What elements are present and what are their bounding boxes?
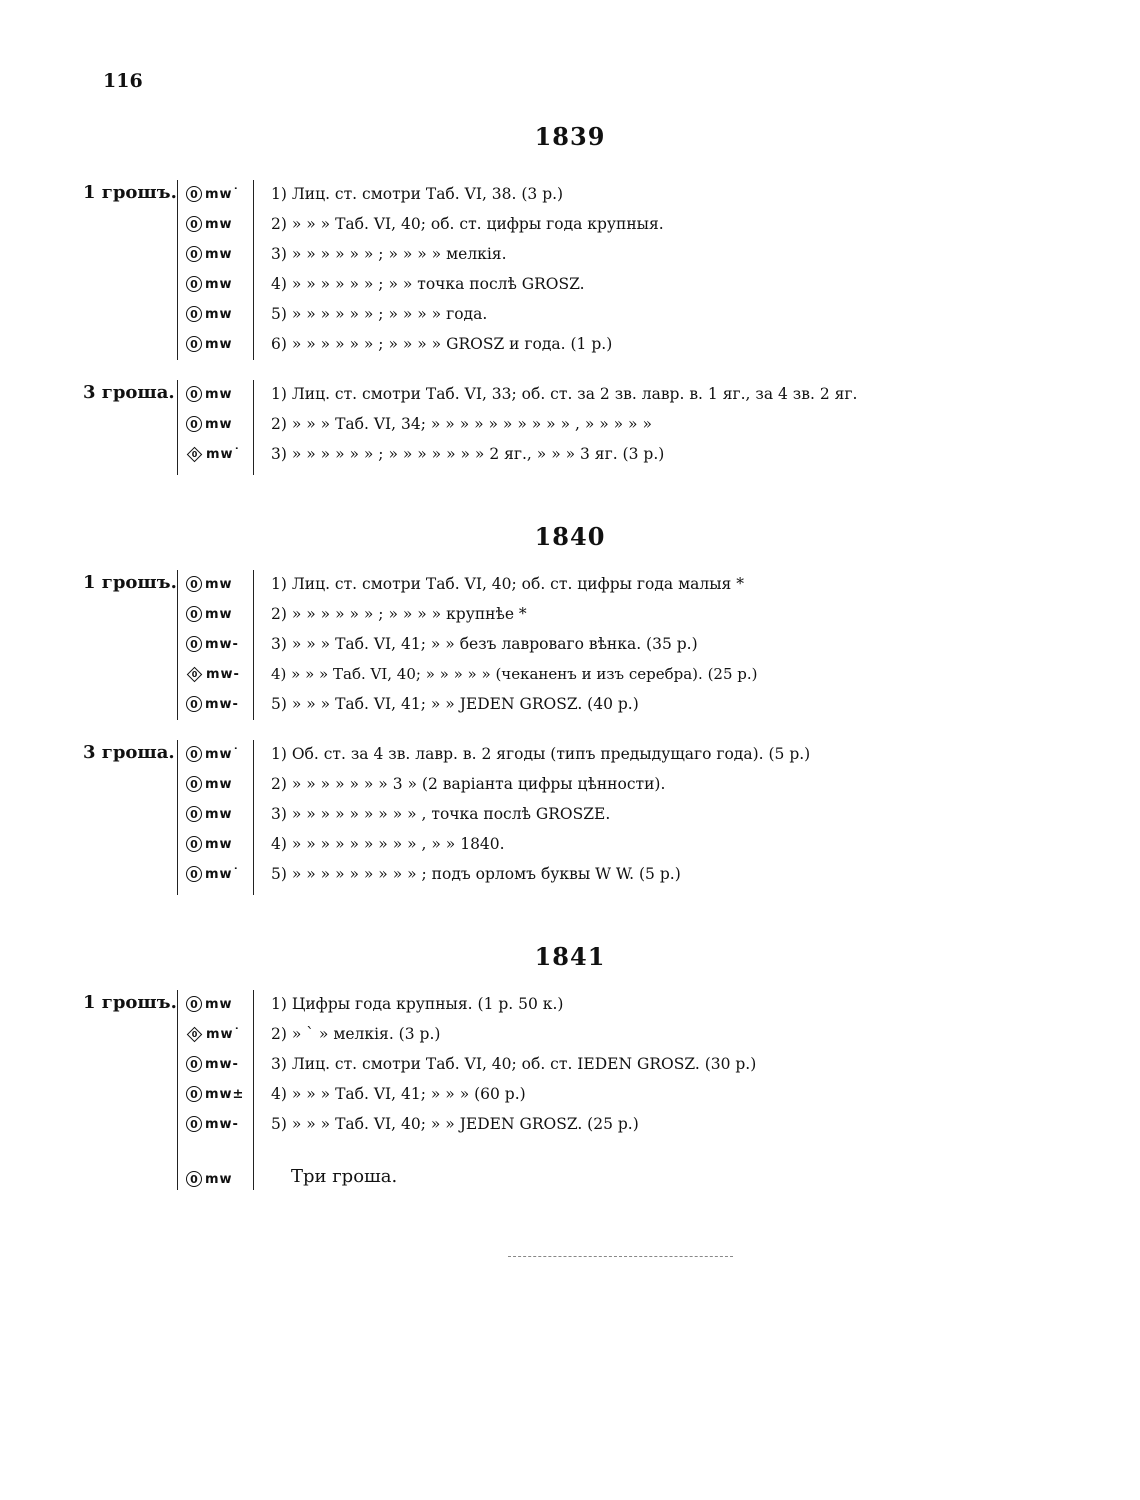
entry-line: 1) Цифры года крупныя. (1 р. 50 к.) [271, 995, 564, 1013]
mint-mark: 0 mw˙ [186, 183, 256, 205]
circle-o-icon: 0 [186, 866, 202, 882]
circle-o-icon: 0 [186, 306, 202, 322]
entry-line: 2) » ˋ » мелкія. (3 р.) [271, 1025, 441, 1043]
mint-mark: 0 mw [186, 333, 256, 355]
diamond-o-icon: 0 [186, 446, 203, 463]
denomination-1839-1: 1 грошъ. [83, 182, 177, 203]
circle-o-icon: 0 [186, 746, 202, 762]
circle-o-icon: 0 [186, 636, 202, 652]
entry-line: 3) » » » » » » ; » » » » мелкія. [271, 245, 507, 263]
mint-mark: 0 mw [186, 1168, 256, 1190]
entry-line: 2) » » » Таб. VI, 34; » » » » » » » » » » , » » » » » [271, 415, 652, 433]
page-number: 116 [103, 70, 143, 92]
mint-mark: 0 mw˙ [186, 443, 256, 465]
circle-o-icon: 0 [186, 186, 202, 202]
entry-line: 4) » » » Таб. VI, 40; » » » » » (чеканенъ и изъ серебра). (25 р.) [271, 665, 758, 683]
denomination-1840-1: 1 грошъ. [83, 572, 177, 593]
circle-o-icon: 0 [186, 1086, 202, 1102]
mint-mark: 0 mw- [186, 1113, 256, 1135]
entry-line: 5) » » » » » » ; » » » » года. [271, 305, 488, 323]
entry-line: 4) » » » Таб. VI, 41; » » » (60 р.) [271, 1085, 526, 1103]
entry-line: 2) » » » » » » ; » » » » крупнѣе * [271, 605, 527, 623]
divider [177, 380, 178, 475]
mint-mark: 0 mw [186, 303, 256, 325]
denomination-1839-3: 3 гроша. [83, 382, 175, 403]
divider [177, 180, 178, 360]
mint-mark: 0 mw- [186, 633, 256, 655]
mint-mark: 0 mw˙ [186, 863, 256, 885]
circle-o-icon: 0 [186, 216, 202, 232]
entry-line: 2) » » » » » » » 3 » (2 варіанта цифры цѣнности). [271, 775, 666, 793]
mint-mark: 0 mw- [186, 663, 256, 685]
mint-mark: 0 mw [186, 833, 256, 855]
entry-line: 4) » » » » » » ; » » точка послѣ GROSZ. [271, 275, 585, 293]
mint-mark: 0 mw [186, 803, 256, 825]
mint-mark: 0 mw± [186, 1083, 256, 1105]
divider [177, 570, 178, 720]
circle-o-icon: 0 [186, 696, 202, 712]
entry-line: Три гроша. [291, 1166, 398, 1187]
circle-o-icon: 0 [186, 776, 202, 792]
circle-o-icon: 0 [186, 1171, 202, 1187]
circle-o-icon: 0 [186, 836, 202, 852]
entry-line: 2) » » » Таб. VI, 40; об. ст. цифры года крупныя. [271, 215, 664, 233]
circle-o-icon: 0 [186, 416, 202, 432]
mint-mark: 0 mw˙ [186, 1023, 256, 1045]
year-heading-1839: 1839 [534, 122, 606, 151]
divider [177, 990, 178, 1190]
divider [177, 740, 178, 895]
circle-o-icon: 0 [186, 276, 202, 292]
mint-mark: 0 mw- [186, 693, 256, 715]
entry-line: 3) » » » » » » » » » , точка послѣ GROSZE. [271, 805, 611, 823]
entry-line: 1) Лиц. ст. смотри Таб. VI, 40; об. ст. цифры года малыя * [271, 575, 745, 593]
circle-o-icon: 0 [186, 606, 202, 622]
entry-line: 3) » » » » » » ; » » » » » » » 2 яг., » » » 3 яг. (3 р.) [271, 445, 665, 463]
mint-mark: 0 mw [186, 773, 256, 795]
circle-o-icon: 0 [186, 1116, 202, 1132]
mint-mark: 0 mw [186, 383, 256, 405]
year-heading-1841: 1841 [534, 942, 606, 971]
circle-o-icon: 0 [186, 1056, 202, 1072]
mint-mark: 0 mw˙ [186, 743, 256, 765]
circle-o-icon: 0 [186, 576, 202, 592]
circle-o-icon: 0 [186, 996, 202, 1012]
entry-line: 4) » » » » » » » » » , » » 1840. [271, 835, 505, 853]
denomination-1840-3: 3 гроша. [83, 742, 175, 763]
mint-mark: 0 mw- [186, 1053, 256, 1075]
entry-line: 6) » » » » » » ; » » » » GROSZ и года. (1 р.) [271, 335, 613, 353]
mint-mark: 0 mw [186, 243, 256, 265]
entry-line: 1) Лиц. ст. смотри Таб. VI, 38. (3 р.) [271, 185, 564, 203]
mint-mark: 0 mw [186, 213, 256, 235]
year-heading-1840: 1840 [534, 522, 606, 551]
circle-o-icon: 0 [186, 246, 202, 262]
entry-line: 3) » » » Таб. VI, 41; » » безъ лавроваго вѣнка. (35 р.) [271, 635, 698, 653]
mint-mark: 0 mw [186, 573, 256, 595]
circle-o-icon: 0 [186, 386, 202, 402]
diamond-o-icon: 0 [186, 1026, 203, 1043]
entry-line: 5) » » » Таб. VI, 41; » » JEDEN GROSZ. (40 р.) [271, 695, 639, 713]
entry-line: 3) Лиц. ст. смотри Таб. VI, 40; об. ст. IEDEN GROSZ. (30 р.) [271, 1055, 757, 1073]
mint-mark: 0 mw [186, 273, 256, 295]
denomination-1841-1: 1 грошъ. [83, 992, 177, 1013]
section-separator [508, 1256, 733, 1257]
entry-line: 1) Об. ст. за 4 зв. лавр. в. 2 ягоды (типъ предыдущаго года). (5 р.) [271, 745, 811, 763]
diamond-o-icon: 0 [186, 666, 203, 683]
circle-o-icon: 0 [186, 806, 202, 822]
entry-line: 5) » » » » » » » » » ; подъ орломъ буквы W W. (5 р.) [271, 865, 681, 883]
entry-line: 1) Лиц. ст. смотри Таб. VI, 33; об. ст. за 2 зв. лавр. в. 1 яг., за 4 зв. 2 яг. [271, 385, 858, 403]
entry-line: 5) » » » Таб. VI, 40; » » JEDEN GROSZ. (25 р.) [271, 1115, 639, 1133]
mint-mark: 0 mw [186, 993, 256, 1015]
circle-o-icon: 0 [186, 336, 202, 352]
mint-mark: 0 mw [186, 603, 256, 625]
mint-mark: 0 mw [186, 413, 256, 435]
